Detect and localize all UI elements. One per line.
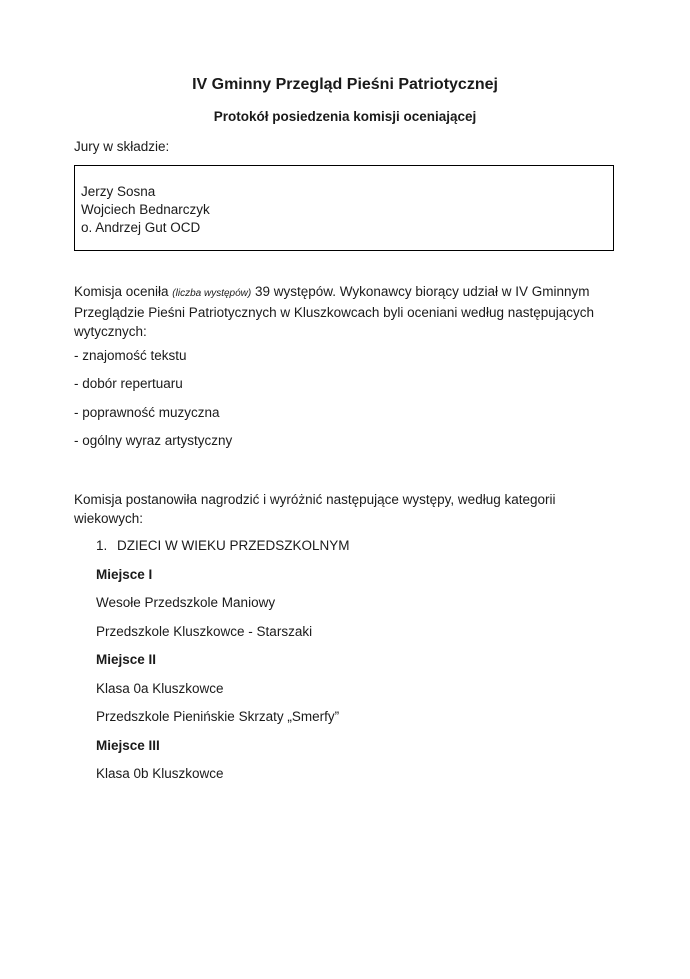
jury-member: Jerzy Sosna — [81, 184, 156, 199]
place-label: Miejsce III — [96, 738, 160, 753]
award-entry: Przedszkole Kluszkowce - Starszaki — [96, 624, 313, 639]
jury-box — [74, 165, 614, 251]
jury-list — [81, 183, 210, 237]
intro-text-end: 39 występów. Wykonawcy biorący udział w IV Gminnym Przeglądzie Pieśni Patriotycznych w Kluszkowcach byli oceniani według następujących wytycznych: — [74, 284, 595, 339]
document-title: IV Gminny Przegląd Pieśni Patriotycznej — [192, 76, 498, 93]
award-entry: Przedszkole Pienińskie Skrzaty „Smerfy” — [96, 709, 340, 724]
document-subtitle: Protokół posiedzenia komisji oceniającej — [213, 109, 477, 124]
place-label: Miejsce II — [96, 652, 157, 667]
criteria-item: - ogólny wyraz artystyczny — [74, 433, 233, 448]
jury-label: Jury w składzie: — [74, 139, 170, 154]
award-entry: Klasa 0a Kluszkowce — [96, 681, 224, 696]
criteria-item: - poprawność muzyczna — [74, 405, 220, 420]
criteria-item: - dobór repertuaru — [74, 376, 183, 391]
category-number: 1. — [96, 538, 108, 553]
place-label: Miejsce I — [96, 567, 153, 582]
category-heading — [96, 538, 350, 553]
category-name: DZIECI W WIEKU PRZEDSZKOLNYM — [117, 538, 350, 553]
award-entry: Wesołe Przedszkole Maniowy — [96, 595, 276, 610]
criteria-item: - znajomość tekstu — [74, 348, 187, 363]
jury-member: Wojciech Bednarczyk — [81, 202, 210, 217]
awards-intro: Komisja postanowiła nagrodzić i wyróżnić następujące występy, według kategorii wiekowych: — [74, 492, 556, 526]
intro-text-start: Komisja oceniła — [74, 284, 173, 299]
jury-member: o. Andrzej Gut OCD — [81, 220, 201, 235]
intro-paragraph — [74, 282, 614, 341]
intro-note: (liczba występów) — [172, 288, 252, 299]
award-entry: Klasa 0b Kluszkowce — [96, 766, 224, 781]
